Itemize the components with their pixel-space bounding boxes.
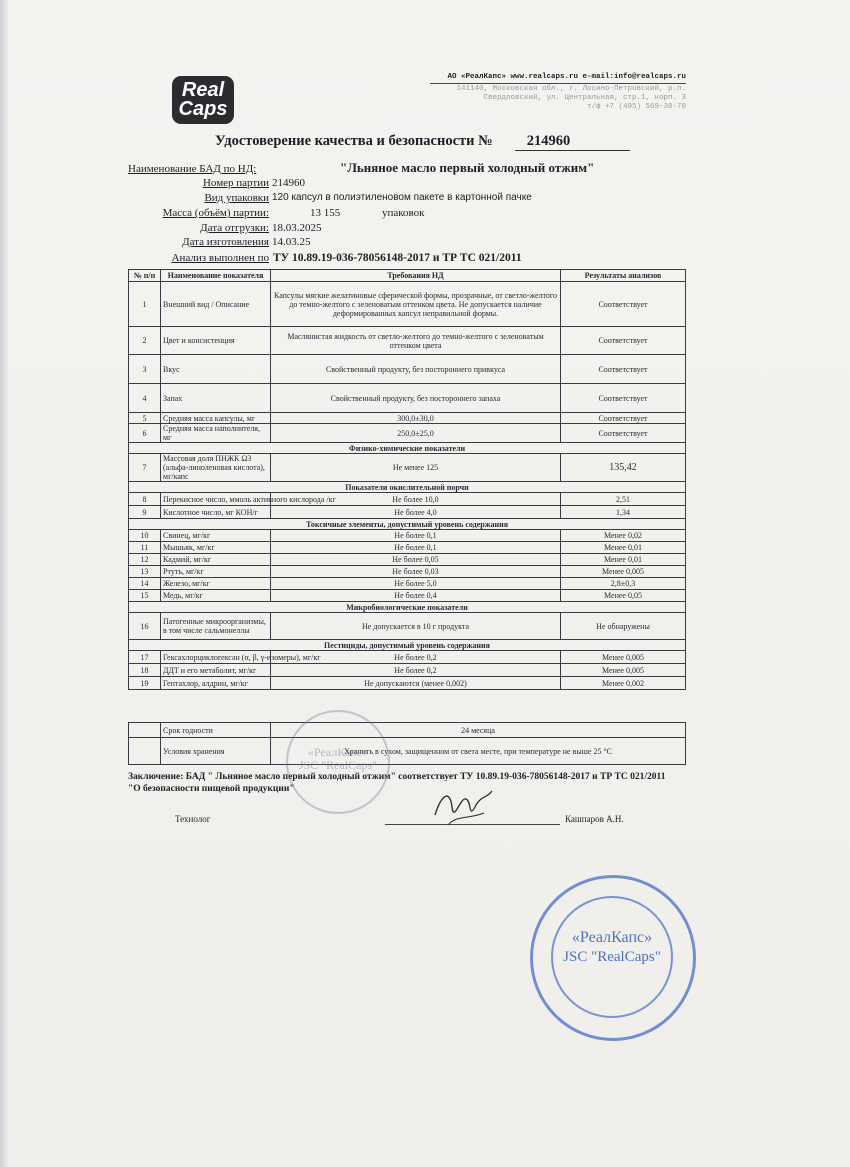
seal-line2: JSC "RealCaps" [563, 949, 661, 965]
row-requirement: Свойственный продукту, без постороннего привкуса [271, 355, 561, 384]
seal-line1: «РеалКапс» [571, 929, 653, 946]
row-indicator: Медь, мг/кг [161, 590, 271, 602]
quality-table [128, 269, 686, 690]
col-header-results: Результаты анализов [561, 270, 686, 282]
row-result: Менее 0,01 [561, 554, 686, 566]
section-physchem [129, 443, 686, 454]
row-requirement: Не более 0,1 [271, 542, 561, 554]
signature-icon [430, 785, 500, 830]
table-row [129, 578, 686, 590]
row-number: 14 [129, 578, 161, 590]
company-phone: т/ф +7 (495) 569-30-70 [586, 103, 686, 111]
table-row [129, 566, 686, 578]
table-row [129, 590, 686, 602]
table-row [129, 424, 686, 443]
row-result: Менее 0,005 [561, 664, 686, 677]
analysis-label: Анализ выполнен по [171, 252, 269, 264]
row-indicator: Перекисное число, ммоль активного кислорода /кг [161, 493, 271, 506]
row-result: Менее 0,05 [561, 590, 686, 602]
table-row [129, 664, 686, 677]
row-requirement: Не более 0,05 [271, 554, 561, 566]
row-requirement: Не более 4,0 [271, 506, 561, 519]
row-requirement: Не менее 125 [271, 454, 561, 482]
row-indicator: Средняя масса наполнителя, мг [161, 424, 271, 443]
row-result: 1,34 [561, 506, 686, 519]
company-address-2: Свердловский, ул. Центральная, стр.1, корп. 3 [483, 94, 686, 102]
row-number-empty [129, 723, 161, 738]
row-requirement: Не более 0,1 [271, 530, 561, 542]
table-row [129, 613, 686, 640]
section-title: Микробиологические показатели [129, 602, 686, 613]
row-indicator: Запах [161, 384, 271, 413]
table-row [129, 493, 686, 506]
table-header-row [129, 270, 686, 282]
logo-line1: Real [181, 79, 225, 101]
row-result: 2,51 [561, 493, 686, 506]
row-number: 3 [129, 355, 161, 384]
row-indicator: Патогенные микроорганизмы, в том числе сальмонеллы [161, 613, 271, 640]
row-result: Менее 0,002 [561, 677, 686, 690]
row-indicator: Ртуть, мг/кг [161, 566, 271, 578]
table-row [129, 384, 686, 413]
row-indicator: Средняя масса капсулы, мг [161, 413, 271, 424]
row-number: 5 [129, 413, 161, 424]
row-indicator: Кислотное число, мг КОН/г [161, 506, 271, 519]
signer-name: Кашпаров А.Н. [565, 814, 624, 824]
row-result: Менее 0,005 [561, 566, 686, 578]
table-row [129, 355, 686, 384]
table-row [129, 651, 686, 664]
row-result: Соответствует [561, 413, 686, 424]
seal-inner-ring [551, 896, 673, 1018]
section-oxidation [129, 482, 686, 493]
table-row [129, 454, 686, 482]
row-indicator: Гептахлор, алдрин, мг/кг [161, 677, 271, 690]
row-requirement: Маслянистая жидкость от светло-желтого до темно-желтого с зеленоватым оттенком цвета [271, 327, 561, 355]
company-address-1: 141140, Московская обл., г. Лосино-Петровский, р.п. [456, 85, 686, 93]
row-requirement: Свойственный продукту, без постороннего запаха [271, 384, 561, 413]
row-number: 19 [129, 677, 161, 690]
row-indicator: ДДТ и его метаболит, мг/кг [161, 664, 271, 677]
analysis-standard: ТУ 10.89.19-036-78056148-2017 и ТР ТС 021/2011 [273, 252, 522, 264]
company-seal-icon [530, 875, 696, 1041]
row-number: 15 [129, 590, 161, 602]
storage-conditions-value: Хранить в сухом, защищенном от света месте, при температуре не выше 25 °С [271, 738, 686, 765]
shelf-life-value: 24 месяца [271, 723, 686, 738]
table-row [129, 723, 686, 738]
section-title: Показатели окислительной порчи [129, 482, 686, 493]
pack-label: Вид упаковки [204, 192, 269, 204]
manufacture-date-label: Дата изготовления [182, 236, 269, 248]
row-indicator: Мышьяк, мг/кг [161, 542, 271, 554]
row-number: 17 [129, 651, 161, 664]
document-title [215, 133, 630, 151]
conclusion-line1: Заключение: БАД " Льняное масло первый холодный отжим" соответствует ТУ 10.89.19-036-78056148-2017 и ТР ТС 021/2011 [128, 772, 666, 782]
row-number-empty [129, 738, 161, 765]
row-result: Соответствует [561, 327, 686, 355]
certificate-number: 214960 [515, 133, 631, 151]
col-header-requirements: Требования НД [271, 270, 561, 282]
row-requirement: Не допускаются (менее 0,002) [271, 677, 561, 690]
mass-label: Масса (объём) партии: [162, 207, 269, 219]
batch-label: Номер партии [202, 177, 269, 189]
batch-value: 214960 [272, 177, 305, 189]
row-requirement: Не более 0,2 [271, 651, 561, 664]
row-number: 1 [129, 282, 161, 327]
row-number: 8 [129, 493, 161, 506]
conclusion-line2: "О безопасности пищевой продукции" [128, 784, 295, 794]
section-title: Пестициды, допустимый уровень содержания [129, 640, 686, 651]
product-name: "Льняное масло первый холодный отжим" [340, 160, 595, 175]
manufacture-date-value: 14.03.25 [272, 236, 311, 248]
realcaps-logo [172, 76, 234, 124]
small-stamp-line2: JSC "RealCaps" [298, 758, 378, 772]
section-title: Токсичные элементы, допустимый уровень содержания [129, 519, 686, 530]
row-indicator: Вкус [161, 355, 271, 384]
page-edge [0, 0, 8, 1167]
row-number: 10 [129, 530, 161, 542]
ship-date-value: 18.03.2025 [272, 222, 322, 234]
row-indicator: Железо, мг/кг [161, 578, 271, 590]
row-indicator: Гексахлорциклогексан (α, β, γ-изомеры), мг/кг [161, 651, 271, 664]
row-indicator: Кадмий, мг/кг [161, 554, 271, 566]
row-indicator: Цвет и консистенция [161, 327, 271, 355]
product-name-label: Наименование БАД по НД: [128, 163, 257, 175]
row-requirement: Не более 10,0 [271, 493, 561, 506]
company-contacts: АО «РеалКапс» www.realcaps.ru e-mail:info@realcaps.ru [430, 73, 686, 84]
row-indicator: Массовая доля ПНЖК Ω3 (альфа-линоленовая кислота), мг/капс [161, 454, 271, 482]
row-result: Соответствует [561, 355, 686, 384]
row-requirement: Не более 0,4 [271, 590, 561, 602]
table-row [129, 542, 686, 554]
table-row [129, 413, 686, 424]
table-row [129, 554, 686, 566]
mass-value: 13 155 [310, 207, 341, 219]
row-number: 13 [129, 566, 161, 578]
table-row [129, 506, 686, 519]
row-number: 16 [129, 613, 161, 640]
row-result: 135,42 [561, 454, 686, 482]
company-header [430, 73, 686, 112]
small-stamp-text [288, 746, 388, 772]
table-row [129, 677, 686, 690]
section-micro [129, 602, 686, 613]
section-title: Физико-химические показатели [129, 443, 686, 454]
row-result: Соответствует [561, 282, 686, 327]
row-requirement: Не более 0,2 [271, 664, 561, 677]
signer-role: Технолог [175, 814, 211, 824]
row-requirement: Капсулы мягкие желатиновые сферической формы, прозрачные, от светло-желтого до темно-желтого с зеленоватым оттенком цвета. Не допускается наличие деформированных капсул неправильной формы. [271, 282, 561, 327]
table-row [129, 738, 686, 765]
ship-date-label: Дата отгрузки: [200, 222, 269, 234]
section-toxic [129, 519, 686, 530]
table-row [129, 327, 686, 355]
row-number: 9 [129, 506, 161, 519]
storage-table [128, 722, 686, 765]
row-result: Соответствует [561, 384, 686, 413]
row-number: 11 [129, 542, 161, 554]
logo-line2: Caps [178, 98, 228, 120]
row-indicator: Внешний вид / Описание [161, 282, 271, 327]
row-result: 2,8±0,3 [561, 578, 686, 590]
row-requirement: 300,0±30,0 [271, 413, 561, 424]
title-text: Удостоверение качества и безопасности № [215, 133, 493, 149]
shelf-life-label: Срок годности [161, 723, 271, 738]
row-result: Соответствует [561, 424, 686, 443]
row-number: 7 [129, 454, 161, 482]
row-number: 4 [129, 384, 161, 413]
mass-unit: упаковок [382, 207, 425, 219]
row-number: 2 [129, 327, 161, 355]
row-result: Не обнаружены [561, 613, 686, 640]
table-row [129, 530, 686, 542]
small-stamp-line1: «РеалКапс» [307, 745, 369, 759]
row-number: 12 [129, 554, 161, 566]
storage-conditions-label: Условия хранения [161, 738, 271, 765]
small-stamp-icon [286, 710, 390, 814]
conclusion [128, 771, 698, 795]
row-requirement: 250,0±25,0 [271, 424, 561, 443]
row-result: Менее 0,005 [561, 651, 686, 664]
row-indicator: Свинец, мг/кг [161, 530, 271, 542]
row-requirement: Не более 5,0 [271, 578, 561, 590]
row-requirement: Не допускается в 10 г продукта [271, 613, 561, 640]
row-number: 18 [129, 664, 161, 677]
col-header-number: № п/п [129, 270, 161, 282]
row-requirement: Не более 0,03 [271, 566, 561, 578]
row-result: Менее 0,01 [561, 542, 686, 554]
col-header-indicator: Наименование показателя [161, 270, 271, 282]
table-row [129, 282, 686, 327]
section-pesticides [129, 640, 686, 651]
pack-value: 120 капсул в полиэтиленовом пакете в картонной пачке [272, 192, 532, 203]
row-result: Менее 0,02 [561, 530, 686, 542]
row-number: 6 [129, 424, 161, 443]
